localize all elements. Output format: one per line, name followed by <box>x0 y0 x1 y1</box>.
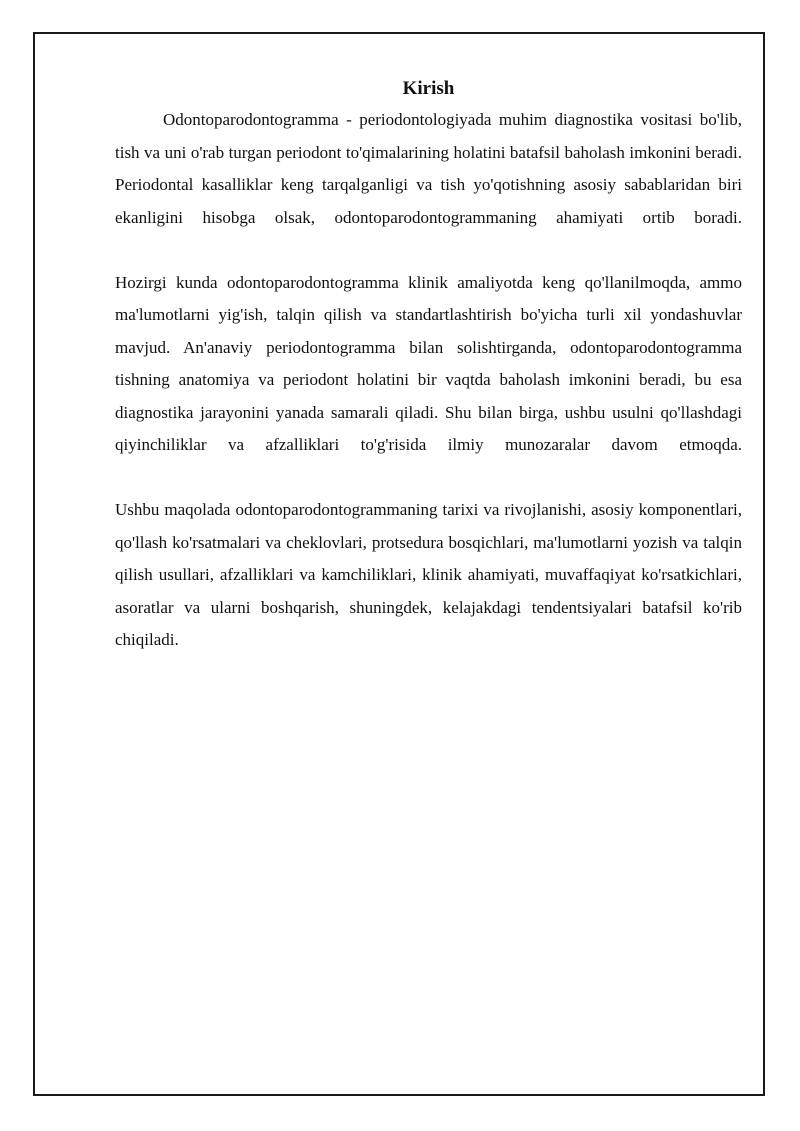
paragraph-current-practice: Hozirgi kunda odontoparodontogramma klinik amaliyotda keng qo'llanilmoqda, ammo ma'lumotlarni yig'ish, talqin qilish va standartlashtirish bo'yicha turli xil yondashuvlar mavjud. An'anaviy periodontogramma bilan solishtirganda, odontoparodontogramma tishning anatomiya va periodont holatini bir vaqtda baholash imkonini beradi, bu esa diagnostika jarayonini yanada samarali qiladi. Shu bilan birga, ushbu usulni qo'llashdagi qiyinchiliklar va afzalliklari to'g'risida ilmiy munozaralar davom etmoqda. <box>115 272 742 454</box>
paragraph-article-scope: Ushbu maqolada odontoparodontogrammaning tarixi va rivojlanishi, asosiy komponentlari, qo'llash ko'rsatmalari va cheklovlari, protsedura bosqichlari, ma'lumotlarni yozish va talqin qilish usullari, afzalliklari va kamchiliklari, klinik ahamiyati, muvaffaqiyat ko'rsatkichlari, asoratlar va ularni boshqarish, shuningdek, kelajakdagi tendentsiyalari batafsil ko'rib chiqiladi. <box>115 500 742 649</box>
paragraph-spacer <box>115 234 742 267</box>
paragraph-spacer <box>115 462 742 495</box>
paragraph-intro: Odontoparodontogramma - periodontologiyada muhim diagnostika vositasi bo'lib, tish va uni o'rab turgan periodont to'qimalarining holatini batafsil baholash imkonini beradi. Periodontal kasalliklar keng tarqalganligi va tish yo'qotishning asosiy sabablaridan biri ekanligini hisobga olsak, odontoparodontogrammaning ahamiyati ortib boradi. <box>115 110 742 227</box>
document-body <box>115 74 742 657</box>
document-title: Kirish <box>402 78 455 99</box>
